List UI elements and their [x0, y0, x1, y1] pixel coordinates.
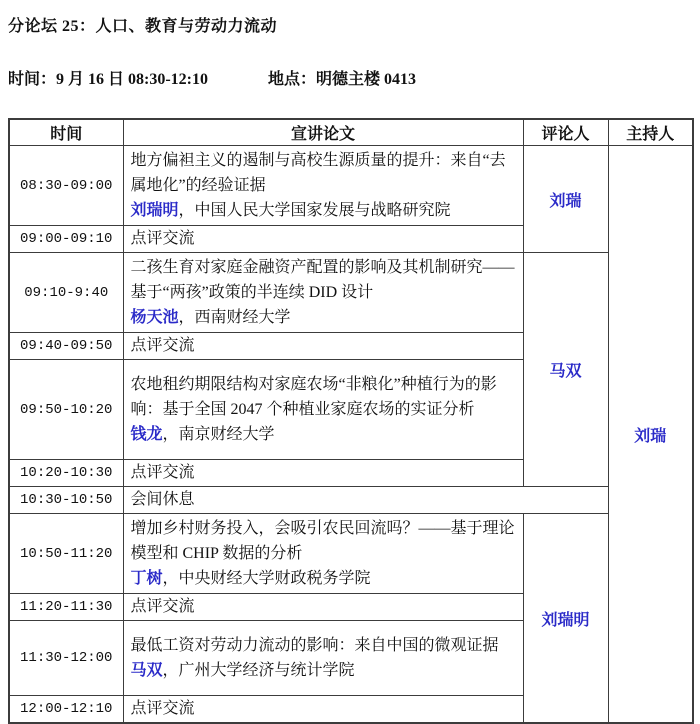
- schedule-table: [8, 118, 694, 724]
- discussion-label: 点评交流: [123, 226, 523, 253]
- paper-entry: [123, 621, 523, 696]
- paper-title: 地方偏袒主义的遏制与高校生源质量的提升：来自“去属地化”的经验证据: [130, 152, 506, 194]
- author-affiliation: ，中国人民大学国家发展与战略研究院: [178, 202, 451, 219]
- page-title: 分论坛 25：人口、教育与劳动力流动: [8, 18, 278, 35]
- column-header-commentator: 评论人: [523, 119, 608, 146]
- discussion-label: 点评交流: [123, 594, 523, 621]
- table-header-row: [9, 119, 693, 146]
- commentator-cell: 刘瑞: [523, 146, 608, 253]
- paper-entry: [123, 253, 523, 333]
- host-cell: 刘瑞: [608, 146, 693, 724]
- time-slot: 10:30-10:50: [9, 487, 123, 514]
- commentator-cell: 马双: [523, 253, 608, 487]
- session-meta: [8, 66, 692, 89]
- paper-entry: [123, 146, 523, 226]
- time-slot: 11:30-12:00: [9, 621, 123, 696]
- author-affiliation: ，西南财经大学: [178, 309, 291, 326]
- commentator-cell: 刘瑞明: [523, 514, 608, 724]
- time-slot: 08:30-09:00: [9, 146, 123, 226]
- column-header-paper: 宣讲论文: [123, 119, 523, 146]
- time-slot: 09:00-09:10: [9, 226, 123, 253]
- table-row-paper-2: [9, 253, 693, 333]
- table-row-paper-4: [9, 514, 693, 594]
- column-header-host: 主持人: [608, 119, 693, 146]
- table-row-paper-1: [9, 146, 693, 226]
- session-location: 地点：明德主楼 0413: [268, 71, 417, 88]
- author-name: 马双: [130, 662, 163, 679]
- paper-title: 最低工资对劳动力流动的影响：来自中国的微观证据: [130, 637, 499, 654]
- paper-title: 农地租约期限结构对家庭农场“非粮化”种植行为的影响：基于全国 2047 个种植业家庭农场的实证分析: [130, 376, 497, 418]
- paper-title: 增加乡村财务投入，会吸引农民回流吗？——基于理论模型和 CHIP 数据的分析: [130, 520, 515, 562]
- time-slot: 09:40-09:50: [9, 333, 123, 360]
- author-name: 杨天池: [130, 309, 179, 326]
- paper-entry: [123, 514, 523, 594]
- time-slot: 09:10-9:40: [9, 253, 123, 333]
- time-slot: 11:20-11:30: [9, 594, 123, 621]
- paper-title: 二孩生育对家庭金融资产配置的影响及其机制研究——基于“两孩”政策的半连续 DID 设计: [130, 259, 515, 301]
- break-label: 会间休息: [123, 487, 608, 514]
- session-time: 时间：9 月 16 日 08:30-12:10: [8, 71, 208, 88]
- paper-entry: [123, 360, 523, 460]
- column-header-time: 时间: [9, 119, 123, 146]
- time-slot: 12:00-12:10: [9, 696, 123, 724]
- author-affiliation: ，广州大学经济与统计学院: [162, 662, 355, 679]
- discussion-label: 点评交流: [123, 696, 523, 724]
- time-slot: 10:20-10:30: [9, 460, 123, 487]
- author-affiliation: ，中央财经大学财政税务学院: [162, 570, 371, 587]
- author-name: 刘瑞明: [130, 202, 179, 219]
- discussion-label: 点评交流: [123, 333, 523, 360]
- author-name: 丁树: [130, 570, 163, 587]
- author-affiliation: ，南京财经大学: [162, 426, 275, 443]
- time-slot: 09:50-10:20: [9, 360, 123, 460]
- table-row-break: [9, 487, 693, 514]
- discussion-label: 点评交流: [123, 460, 523, 487]
- time-slot: 10:50-11:20: [9, 514, 123, 594]
- author-name: 钱龙: [130, 426, 163, 443]
